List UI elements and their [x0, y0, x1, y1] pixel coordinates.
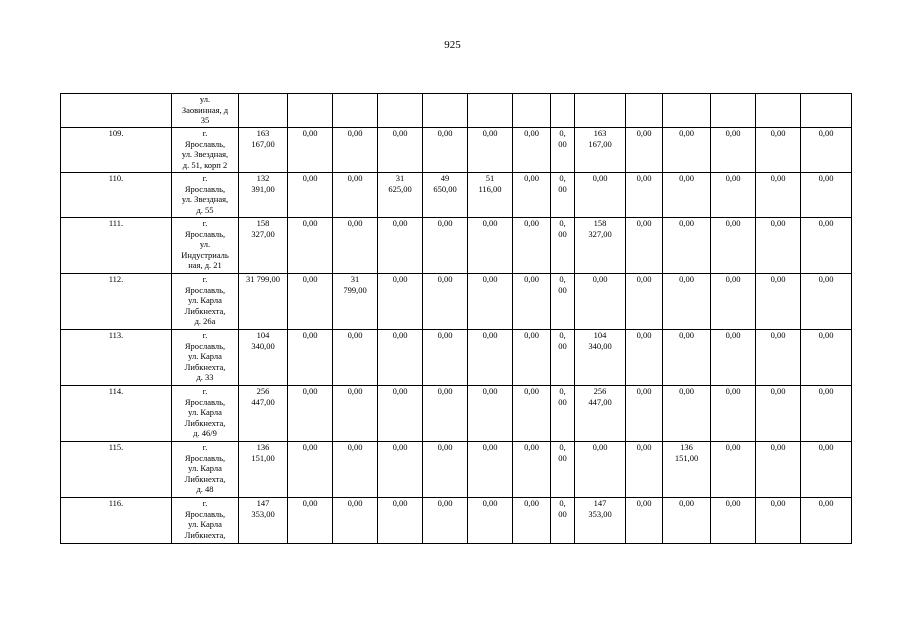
amount-cell: 0,00	[513, 128, 551, 173]
cell-line: 0,	[559, 218, 566, 228]
address-cell	[172, 218, 239, 274]
cell-line: 0,	[559, 442, 566, 452]
amount-cell: 0,00	[513, 442, 551, 498]
amount-cell: 0,00	[513, 173, 551, 218]
amount-cell: 0,00	[626, 128, 663, 173]
amount-cell	[711, 94, 756, 128]
cell-line: 00	[558, 340, 567, 351]
address-cell	[172, 442, 239, 498]
cell-line: 00	[558, 508, 567, 519]
amount-cell	[551, 128, 575, 173]
cell-line: Ярославль,	[184, 508, 226, 519]
amount-cell: 0,00	[333, 442, 378, 498]
cell-line: 353,00	[251, 508, 275, 519]
table-row	[61, 94, 852, 128]
amount-cell: 0,00	[756, 386, 801, 442]
table-row	[61, 128, 852, 173]
amount-cell	[551, 498, 575, 544]
amount-cell: 0,00	[801, 218, 852, 274]
cell-line: ул. Звездная,	[181, 194, 229, 204]
amount-cell: 0,00	[333, 128, 378, 173]
amount-cell: 0,00	[468, 274, 513, 330]
table-body	[61, 94, 852, 544]
address-cell	[172, 128, 239, 173]
amount-cell	[663, 442, 711, 498]
cell-line: 0,	[559, 498, 566, 508]
row-number-cell: 114.	[61, 386, 172, 442]
amount-cell: 0,00	[288, 386, 333, 442]
amount-cell: 0,00	[801, 330, 852, 386]
amount-cell	[551, 94, 575, 128]
amount-cell: 0,00	[663, 386, 711, 442]
cell-line: 31	[350, 274, 360, 284]
amount-cell	[575, 498, 626, 544]
amount-cell: 0,00	[378, 330, 423, 386]
amount-cell: 0,00	[333, 498, 378, 544]
cell-line: д. 46/9	[193, 428, 217, 438]
cell-line: 391,00	[251, 183, 275, 194]
total-cost-cell	[239, 330, 288, 386]
amount-cell	[468, 173, 513, 218]
cell-line: 327,00	[588, 228, 612, 239]
cell-line: г.	[202, 498, 208, 508]
cell-line: Либкнехта,	[184, 529, 226, 540]
amount-cell: 0,00	[626, 442, 663, 498]
amount-cell	[333, 94, 378, 128]
cell-line: 00	[558, 138, 567, 149]
amount-cell: 0,00	[468, 218, 513, 274]
cell-line: Либкнехта,	[184, 361, 226, 372]
cell-line: 00	[558, 228, 567, 239]
row-number-cell: 112.	[61, 274, 172, 330]
amount-cell: 0,00	[423, 218, 468, 274]
cell-line: ул. Карла	[188, 519, 222, 529]
amount-cell: 0,00	[801, 386, 852, 442]
address-cell	[172, 94, 239, 128]
amount-cell: 0,00	[468, 498, 513, 544]
amount-cell	[468, 94, 513, 128]
row-number-cell: 115.	[61, 442, 172, 498]
amount-cell: 0,00	[333, 386, 378, 442]
cell-line: 132	[256, 173, 270, 183]
total-cost-cell	[239, 173, 288, 218]
amount-cell: 0,00	[801, 274, 852, 330]
cell-line: ул. Карла	[188, 351, 222, 361]
cell-line: 353,00	[588, 508, 612, 519]
total-cost-cell	[239, 218, 288, 274]
amount-cell	[551, 330, 575, 386]
amount-cell: 0,00	[288, 173, 333, 218]
address-cell	[172, 330, 239, 386]
amount-cell: 0,00	[288, 218, 333, 274]
cell-line: г.	[202, 128, 208, 138]
total-cost-cell	[239, 498, 288, 544]
cell-line: 256	[256, 386, 270, 396]
address-cell	[172, 274, 239, 330]
cell-line: Индустриаль	[181, 249, 229, 260]
amount-cell: 0,00	[711, 442, 756, 498]
amount-cell	[575, 330, 626, 386]
amount-cell: 0,00	[756, 442, 801, 498]
amount-cell: 0,00	[756, 498, 801, 544]
amount-cell	[551, 442, 575, 498]
cell-line: г.	[202, 173, 208, 183]
cell-line: 447,00	[588, 396, 612, 407]
cell-line: д. 55	[196, 204, 214, 215]
amount-cell	[551, 274, 575, 330]
amount-cell: 0,00	[288, 442, 333, 498]
amount-cell	[756, 94, 801, 128]
cell-line: Ярославль,	[184, 340, 226, 351]
amount-cell: 0,00	[288, 128, 333, 173]
cell-line: г.	[202, 330, 208, 340]
amount-cell: 0,00	[626, 173, 663, 218]
amount-cell	[551, 386, 575, 442]
amount-cell: 0,00	[756, 128, 801, 173]
cell-line: 136	[680, 442, 693, 452]
cell-line: 00	[558, 452, 567, 463]
amount-cell: 0,00	[378, 218, 423, 274]
amount-cell: 0,00	[378, 498, 423, 544]
cell-line: 625,00	[388, 183, 412, 194]
amount-cell	[288, 94, 333, 128]
cell-line: ул.	[199, 239, 211, 249]
cell-line: 447,00	[251, 396, 275, 407]
amount-cell	[575, 94, 626, 128]
page-number: 925	[444, 39, 461, 51]
cell-line: 151,00	[674, 452, 699, 463]
cell-line: ул. Карла	[188, 463, 222, 473]
amount-cell	[626, 94, 663, 128]
amount-cell: 0,00	[468, 386, 513, 442]
cell-line: 147	[256, 498, 270, 508]
amount-cell: 0,00	[711, 386, 756, 442]
cell-line: 104	[256, 330, 270, 340]
cell-line: 340,00	[251, 340, 275, 351]
amount-cell: 0,00	[663, 218, 711, 274]
cell-line: ул. Карла	[188, 295, 222, 305]
amount-cell: 0,00	[333, 173, 378, 218]
cell-line: 0,	[559, 274, 566, 284]
amount-cell: 0,00	[756, 274, 801, 330]
total-cost-cell	[239, 386, 288, 442]
amount-cell: 0,00	[711, 330, 756, 386]
table-row	[61, 330, 852, 386]
table-row	[61, 173, 852, 218]
amount-cell: 0,00	[288, 330, 333, 386]
cell-line: 0,	[559, 128, 566, 138]
cell-line: 799,00	[343, 284, 367, 295]
amount-cell: 0,00	[626, 330, 663, 386]
amount-cell: 0,00	[423, 442, 468, 498]
cell-line: д. 33	[196, 372, 214, 382]
cell-line: 00	[558, 284, 567, 295]
cell-line: Либкнехта,	[184, 305, 226, 316]
amount-cell	[551, 218, 575, 274]
amount-cell: 0,00	[378, 386, 423, 442]
cell-line: 51	[485, 173, 495, 183]
amount-cell: 0,00	[756, 218, 801, 274]
amount-cell	[575, 218, 626, 274]
amount-cell: 0,00	[468, 442, 513, 498]
amount-cell: 0,00	[423, 128, 468, 173]
cell-line: Либкнехта,	[184, 473, 226, 484]
cell-line: Ярославль,	[184, 284, 226, 295]
amount-cell: 0,00	[333, 218, 378, 274]
total-cost-cell	[239, 442, 288, 498]
cell-line: 327,00	[251, 228, 275, 239]
amount-cell: 0,00	[711, 173, 756, 218]
amount-cell	[378, 94, 423, 128]
amount-cell: 0,00	[513, 386, 551, 442]
cell-line: 0,	[559, 173, 566, 183]
amount-cell: 0,00	[711, 498, 756, 544]
amount-cell	[575, 128, 626, 173]
cell-line: 104	[593, 330, 607, 340]
total-cost-cell	[239, 94, 288, 128]
cell-line: 0,	[559, 330, 566, 340]
cell-line: Либкнехта,	[184, 417, 226, 428]
cell-line: 31	[395, 173, 405, 183]
repair-budget-table	[60, 93, 852, 544]
amount-cell: 0,00	[663, 498, 711, 544]
cell-line: 163	[593, 128, 607, 138]
cell-line: 163	[256, 128, 270, 138]
cell-line: 136	[256, 442, 270, 452]
cell-line: 116,00	[478, 183, 502, 194]
amount-cell: 0,00	[378, 442, 423, 498]
amount-cell: 0,00	[288, 498, 333, 544]
amount-cell: 0,00	[423, 386, 468, 442]
amount-cell: 0,00	[756, 173, 801, 218]
amount-cell: 0,00	[663, 128, 711, 173]
address-cell	[172, 498, 239, 544]
amount-cell: 0,00	[468, 330, 513, 386]
cell-line: Ярославль,	[184, 183, 226, 194]
amount-cell: 0,00	[711, 218, 756, 274]
cell-line: Ярославль,	[184, 452, 226, 463]
amount-cell	[423, 94, 468, 128]
amount-cell: 0,00	[378, 128, 423, 173]
amount-cell	[333, 274, 378, 330]
amount-cell: 0,00	[423, 274, 468, 330]
amount-cell: 0,00	[801, 442, 852, 498]
cell-line: 147	[593, 498, 607, 508]
amount-cell: 0,00	[513, 274, 551, 330]
amount-cell	[663, 94, 711, 128]
cell-line: 151,00	[251, 452, 275, 463]
total-cost-cell: 31 799,00	[239, 274, 288, 330]
cell-line: Ярославль,	[184, 228, 226, 239]
row-number-cell: 111.	[61, 218, 172, 274]
amount-cell: 0,00	[801, 128, 852, 173]
cell-line: ул.	[199, 94, 211, 104]
cell-line: 167,00	[588, 138, 612, 149]
amount-cell: 0,00	[626, 498, 663, 544]
amount-cell: 0,00	[756, 330, 801, 386]
table-row	[61, 442, 852, 498]
row-number-cell	[61, 94, 172, 128]
cell-line: 00	[558, 396, 567, 407]
table-row	[61, 274, 852, 330]
cell-line: 167,00	[251, 138, 275, 149]
amount-cell	[551, 173, 575, 218]
cell-line: 0,	[559, 386, 566, 396]
cell-line: д. 26а	[194, 316, 216, 326]
amount-cell: 0,00	[423, 330, 468, 386]
amount-cell: 0,00	[468, 128, 513, 173]
amount-cell: 0,00	[663, 330, 711, 386]
cell-line: ул. Звездная,	[181, 149, 229, 159]
amount-cell	[513, 94, 551, 128]
row-number-cell: 109.	[61, 128, 172, 173]
cell-line: 340,00	[588, 340, 612, 351]
amount-cell: 0,00	[711, 128, 756, 173]
amount-cell: 0,00	[423, 498, 468, 544]
amount-cell: 0,00	[801, 173, 852, 218]
cell-line: Ярославль,	[184, 138, 226, 149]
amount-cell	[575, 386, 626, 442]
cell-line: Заовинная, д	[181, 104, 229, 115]
amount-cell: 0,00	[513, 330, 551, 386]
amount-cell: 0,00	[663, 274, 711, 330]
amount-cell: 0,00	[711, 274, 756, 330]
row-number-cell: 116.	[61, 498, 172, 544]
amount-cell: 0,00	[575, 173, 626, 218]
cell-line: Ярославль,	[184, 396, 226, 407]
cell-line: 49	[440, 173, 450, 183]
address-cell	[172, 386, 239, 442]
row-number-cell: 113.	[61, 330, 172, 386]
cell-line: ная, д. 21	[188, 260, 222, 270]
table-row	[61, 498, 852, 544]
amount-cell: 0,00	[575, 442, 626, 498]
cell-line: г.	[202, 386, 208, 396]
cell-line: 650,00	[433, 183, 457, 194]
cell-line: 158	[593, 218, 607, 228]
cell-line: 35	[200, 115, 210, 125]
amount-cell: 0,00	[663, 173, 711, 218]
amount-cell: 0,00	[801, 498, 852, 544]
amount-cell: 0,00	[626, 274, 663, 330]
amount-cell	[378, 173, 423, 218]
cell-line: г.	[202, 218, 208, 228]
amount-cell: 0,00	[513, 498, 551, 544]
amount-cell	[801, 94, 852, 128]
total-cost-cell	[239, 128, 288, 173]
cell-line: д. 48	[196, 484, 214, 494]
amount-cell: 0,00	[626, 386, 663, 442]
amount-cell: 0,00	[513, 218, 551, 274]
table-row	[61, 218, 852, 274]
amount-cell: 0,00	[333, 330, 378, 386]
cell-line: ул. Карла	[188, 407, 222, 417]
amount-cell: 0,00	[378, 274, 423, 330]
cell-line: г.	[202, 274, 208, 284]
cell-line: г.	[202, 442, 208, 452]
cell-line: 158	[256, 218, 270, 228]
address-cell	[172, 173, 239, 218]
cell-line: 00	[558, 183, 567, 194]
amount-cell: 0,00	[626, 218, 663, 274]
cell-line: 256	[593, 386, 607, 396]
row-number-cell: 110.	[61, 173, 172, 218]
cell-line: д. 51, корп 2	[182, 159, 228, 170]
amount-cell: 0,00	[288, 274, 333, 330]
amount-cell	[423, 173, 468, 218]
amount-cell: 0,00	[575, 274, 626, 330]
table-row	[61, 386, 852, 442]
